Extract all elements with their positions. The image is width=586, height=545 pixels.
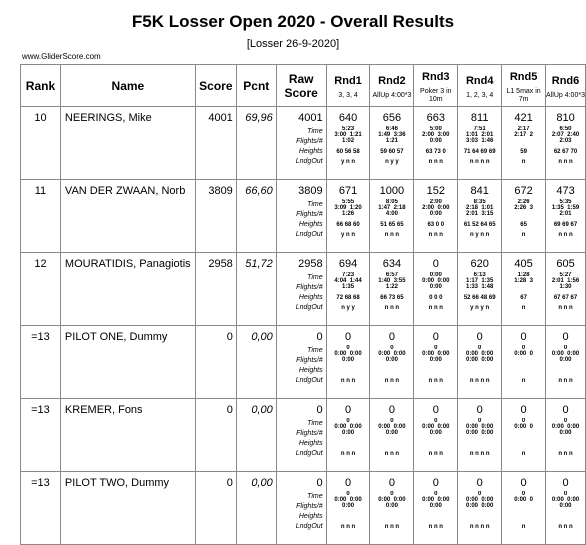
round-cell	[414, 180, 458, 253]
row-label: Heights	[298, 513, 323, 520]
round-landing: y n y n	[470, 305, 490, 311]
round-name: Rnd2	[378, 74, 406, 87]
round-heights: 0 0 0	[429, 295, 443, 301]
pilot-raw-score: 0	[316, 404, 323, 416]
round-score: 0	[562, 404, 569, 416]
pilot-raw-score: 2958	[298, 258, 323, 270]
pilot-name: NEERINGS, Mike	[60, 107, 195, 180]
round-desc: L1 5max in 7m	[506, 87, 541, 103]
round-times: 0 0:00 0	[514, 345, 533, 357]
round-cell	[414, 326, 458, 399]
row-labels	[277, 127, 326, 167]
round-heights	[370, 513, 413, 523]
round-landing: n	[521, 232, 526, 238]
round-score: 0	[432, 331, 439, 343]
round-heights	[502, 513, 545, 523]
round-landing: n n n	[340, 451, 356, 457]
round-times: 5:23 3:00 1:21 1:02	[334, 126, 362, 144]
round-cell	[502, 326, 546, 399]
round-times: 1:28 1:28 3	[514, 272, 533, 284]
round-heights	[546, 367, 585, 377]
pilot-rank: 10	[21, 107, 61, 180]
round-heights: 66 73 65	[380, 295, 404, 301]
round-score: 0	[476, 331, 483, 343]
round-score: 671	[338, 185, 358, 197]
row-labels	[277, 492, 326, 532]
round-score: 634	[382, 258, 402, 270]
round-heights	[414, 440, 457, 450]
round-score: 841	[470, 185, 489, 197]
round-score: 0	[344, 404, 352, 416]
round-landing: n n n	[384, 378, 400, 384]
pilot-row	[21, 399, 586, 472]
round-times: 0 0:00 0:00 0:00	[378, 491, 406, 509]
pilot-name: VAN DER ZWAAN, Norb	[60, 180, 195, 253]
pilot-row	[21, 107, 586, 180]
round-times: 0 0:00 0:00 0:00	[551, 418, 580, 436]
round-landing: n n n	[428, 159, 443, 165]
row-label: Heights	[298, 440, 323, 447]
round-heights: 60 56 58	[336, 149, 360, 155]
round-cell	[370, 326, 414, 399]
row-label: LndgOut	[295, 377, 323, 384]
round-score: 0	[476, 404, 483, 416]
col-name: Name	[60, 65, 195, 107]
pilot-raw-cell	[276, 107, 326, 180]
pilot-rank: 12	[21, 253, 61, 326]
row-labels	[277, 419, 326, 459]
round-times: 5:55 3:09 1:20 1:26	[334, 199, 362, 217]
round-heights	[327, 367, 370, 377]
row-label: Flights/#	[296, 284, 323, 291]
round-cell	[458, 180, 502, 253]
row-label: Time	[307, 201, 323, 208]
round-score: 0	[562, 331, 569, 343]
round-landing: n n n	[428, 524, 443, 530]
row-label: Time	[307, 128, 323, 135]
round-times: 8:05 1:47 2:18 4:00	[378, 199, 406, 217]
round-heights: 71 64 69 69	[463, 149, 496, 155]
round-times: 2:00 2:00 0:00 0:00	[422, 199, 450, 217]
col-round-1	[326, 65, 370, 107]
round-landing: n y y	[341, 305, 355, 311]
round-landing: n n n n	[469, 378, 490, 384]
pilot-row	[21, 326, 586, 399]
round-times: 0 0:00 0:00 0:00	[334, 491, 362, 509]
round-times: 0 0:00 0:00 0:00	[378, 418, 406, 436]
round-cell	[546, 472, 586, 545]
round-cell	[414, 107, 458, 180]
round-score: 473	[556, 185, 575, 197]
results-table	[20, 64, 586, 545]
row-label: Time	[307, 420, 323, 427]
col-round-3	[414, 65, 458, 107]
pilot-name: MOURATIDIS, Panagiotis	[60, 253, 195, 326]
round-heights	[370, 367, 413, 377]
round-times: 6:57 1:40 3:55 1:22	[378, 272, 406, 290]
row-label: Time	[307, 493, 323, 500]
round-desc: Poker 3 in 10m	[420, 87, 452, 103]
pilot-raw-cell	[276, 253, 326, 326]
round-cell	[370, 399, 414, 472]
round-heights	[458, 513, 501, 523]
pilot-score: 0	[195, 399, 236, 472]
round-landing: n	[521, 524, 526, 530]
pilot-score: 4001	[195, 107, 236, 180]
round-cell	[546, 399, 586, 472]
pilot-score: 3809	[195, 180, 236, 253]
round-heights	[414, 367, 457, 377]
round-landing: n n n	[340, 378, 356, 384]
round-desc: AllUp 4:00*3	[372, 91, 412, 99]
row-label: LndgOut	[295, 304, 323, 311]
round-cell	[414, 399, 458, 472]
round-heights	[458, 440, 501, 450]
row-label: Heights	[298, 367, 323, 374]
site-url: www.GliderScore.com	[22, 52, 101, 61]
round-landing: n	[521, 159, 526, 165]
round-score: 0	[344, 477, 352, 489]
round-score: 152	[426, 185, 445, 197]
round-landing: n n n	[428, 451, 443, 457]
round-landing: n n n n	[469, 451, 490, 457]
round-name: Rnd1	[334, 74, 362, 87]
round-heights: 69 69 67	[553, 222, 578, 228]
round-name: Rnd5	[509, 70, 538, 83]
round-landing: n n n	[558, 305, 573, 311]
round-cell	[458, 399, 502, 472]
pilot-raw-score: 0	[316, 477, 323, 489]
row-label: LndgOut	[295, 450, 323, 457]
col-rank: Rank	[21, 65, 61, 107]
round-desc: 1, 2, 3, 4	[466, 91, 494, 99]
col-round-2	[370, 65, 414, 107]
pilot-raw-score: 3809	[298, 185, 323, 197]
round-cell	[414, 472, 458, 545]
round-heights	[458, 367, 501, 377]
col-round-6	[546, 65, 586, 107]
row-label: LndgOut	[295, 158, 323, 165]
pilot-percent: 0,00	[236, 326, 276, 399]
pilot-raw-cell	[276, 472, 326, 545]
round-score: 0	[344, 331, 352, 343]
round-desc: AllUp 4:00*3	[546, 91, 585, 99]
round-times: 5:27 2:01 1:56 1:30	[551, 272, 580, 290]
round-score: 0	[432, 477, 439, 489]
round-landing: n n n	[340, 524, 356, 530]
row-label: Flights/#	[296, 430, 323, 437]
round-cell	[414, 253, 458, 326]
page-title: F5K Losser Open 2020 - Overall Results	[131, 12, 455, 31]
round-heights: 59 60 57	[380, 149, 404, 155]
round-landing: n n n	[558, 159, 573, 165]
pilot-row	[21, 253, 586, 326]
round-cell	[546, 326, 586, 399]
round-times: 6:50 2:07 2:40 2:03	[551, 126, 580, 144]
round-landing: n y y	[385, 159, 399, 165]
round-landing: y n n	[341, 159, 356, 165]
round-heights: 59	[520, 149, 527, 155]
round-name: Rnd4	[465, 74, 494, 87]
round-cell	[458, 472, 502, 545]
round-cell	[326, 472, 370, 545]
round-cell	[458, 253, 502, 326]
round-score: 694	[338, 258, 358, 270]
round-times: 8:35 2:18 1:01 2:01 3:15	[466, 199, 494, 217]
pilot-score: 0	[195, 326, 236, 399]
round-times: 0 0:00 0:00 0:00	[334, 345, 362, 363]
round-score: 810	[556, 112, 575, 124]
round-heights	[414, 513, 457, 523]
round-score: 0	[520, 331, 527, 343]
pilot-percent: 0,00	[236, 399, 276, 472]
round-landing: n n n	[384, 305, 400, 311]
round-cell	[370, 472, 414, 545]
round-cell	[458, 107, 502, 180]
round-times: 0:00 0:00 0:00 0:00	[422, 272, 450, 290]
round-heights: 63 0 0	[427, 222, 445, 228]
round-heights: 52 66 48 69	[463, 295, 496, 301]
row-label: Time	[307, 347, 323, 354]
round-cell	[546, 253, 586, 326]
round-score: 0	[520, 477, 527, 489]
pilot-raw-cell	[276, 180, 326, 253]
round-score: 0	[432, 258, 439, 270]
pilot-rank: =13	[21, 326, 61, 399]
round-score: 0	[562, 477, 569, 489]
col-raw-score: Raw Score	[276, 65, 326, 107]
round-heights	[327, 440, 370, 450]
row-label: Heights	[298, 221, 323, 228]
row-label: LndgOut	[295, 231, 323, 238]
round-name: Rnd6	[551, 74, 580, 87]
round-heights	[370, 440, 413, 450]
round-landing: n n n n	[469, 159, 490, 165]
round-cell	[326, 107, 370, 180]
row-label: Flights/#	[296, 211, 323, 218]
pilot-raw-cell	[276, 399, 326, 472]
round-times: 0 0:00 0:00 0:00	[378, 345, 406, 363]
round-heights: 51 65 65	[380, 222, 404, 228]
round-desc: 3, 3, 4	[338, 91, 358, 99]
round-cell	[502, 472, 546, 545]
round-heights: 63 73 0	[425, 149, 446, 155]
round-landing: n n n	[428, 305, 443, 311]
round-times: 0 0:00 0:00 0:00	[422, 418, 450, 436]
row-label: LndgOut	[295, 523, 323, 530]
round-score: 0	[432, 404, 439, 416]
round-cell	[370, 180, 414, 253]
round-landing: y n n	[341, 232, 356, 238]
row-labels	[277, 346, 326, 386]
round-times: 2:17 2:17 2	[514, 126, 533, 138]
round-times: 0 0:00 0:00 0:00	[422, 491, 450, 509]
round-landing: n n n	[428, 232, 443, 238]
round-landing: n n n	[428, 378, 443, 384]
pilot-percent: 0,00	[236, 472, 276, 545]
pilot-row	[21, 472, 586, 545]
round-heights: 67 67 67	[553, 295, 578, 301]
round-landing: n n n	[384, 524, 400, 530]
row-label: Flights/#	[296, 357, 323, 364]
round-cell	[546, 107, 586, 180]
row-label: Heights	[298, 294, 323, 301]
round-landing: n n n n	[469, 524, 490, 530]
round-times: 0 0:00 0:00 0:00 0:00	[466, 491, 494, 509]
round-landing: n n n	[558, 451, 573, 457]
round-score: 405	[514, 258, 533, 270]
round-heights: 62 67 70	[553, 149, 578, 155]
round-score: 0	[388, 404, 395, 416]
pilot-raw-score: 0	[316, 331, 323, 343]
round-times: 6:13 1:17 1:35 1:33 1:48	[466, 272, 494, 290]
event-subtitle: [Losser 26-9-2020]	[246, 38, 340, 50]
round-heights	[502, 367, 545, 377]
pilot-score: 2958	[195, 253, 236, 326]
round-times: 0 0:00 0:00 0:00 0:00	[466, 418, 494, 436]
round-times: 0 0:00 0:00 0:00	[551, 491, 580, 509]
row-label: Flights/#	[296, 503, 323, 510]
round-times: 2:26 2:26 3	[514, 199, 533, 211]
round-heights	[546, 440, 585, 450]
round-score: 605	[556, 258, 575, 270]
round-cell	[326, 253, 370, 326]
round-times: 6:46 1:49 3:36 1:21	[378, 126, 406, 144]
round-times: 7:51 1:01 2:01 3:03 1:46	[466, 126, 494, 144]
round-heights: 72 68 68	[336, 295, 360, 301]
pilot-percent: 69,96	[236, 107, 276, 180]
round-landing: n n n	[558, 378, 573, 384]
pilot-raw-cell	[276, 326, 326, 399]
round-times: 7:23 4:04 1:44 1:35	[334, 272, 362, 290]
round-times: 0 0:00 0:00 0:00 0:00	[466, 345, 494, 363]
round-heights	[327, 513, 370, 523]
round-landing: n	[521, 378, 526, 384]
pilot-raw-score: 4001	[298, 112, 323, 124]
col-round-5	[502, 65, 546, 107]
round-cell	[370, 253, 414, 326]
round-times: 5:00 2:00 3:00 0:00	[422, 126, 450, 144]
round-landing: n	[521, 305, 526, 311]
row-labels	[277, 273, 326, 313]
round-cell	[326, 399, 370, 472]
round-heights	[502, 440, 545, 450]
pilot-percent: 66,60	[236, 180, 276, 253]
round-score: 663	[426, 112, 445, 124]
row-label: Flights/#	[296, 138, 323, 145]
row-label: Time	[307, 274, 323, 281]
round-landing: n n n	[558, 232, 573, 238]
round-score: 0	[388, 331, 395, 343]
pilot-rank: =13	[21, 472, 61, 545]
round-times: 0 0:00 0:00 0:00	[551, 345, 580, 363]
col-score: Score	[195, 65, 236, 107]
round-times: 0 0:00 0	[514, 418, 533, 430]
pilot-rank: 11	[21, 180, 61, 253]
round-score: 620	[470, 258, 489, 270]
round-landing: n n n	[558, 524, 573, 530]
round-score: 656	[382, 112, 402, 124]
pilot-name: PILOT TWO, Dummy	[60, 472, 195, 545]
col-pcnt: Pcnt	[236, 65, 276, 107]
round-cell	[458, 326, 502, 399]
round-times: 5:35 1:35 1:59 2:01	[551, 199, 580, 217]
round-heights: 66 68 60	[336, 222, 360, 228]
row-label: Heights	[298, 148, 323, 155]
pilot-name: KREMER, Fons	[60, 399, 195, 472]
round-cell	[326, 180, 370, 253]
round-score: 0	[388, 477, 395, 489]
round-landing: n y n n	[470, 232, 490, 238]
round-landing: n n n	[384, 232, 400, 238]
round-score: 421	[514, 112, 533, 124]
round-score: 1000	[379, 185, 405, 197]
round-cell	[502, 180, 546, 253]
round-times: 0 0:00 0:00 0:00	[334, 418, 362, 436]
round-heights: 65	[520, 222, 527, 228]
round-heights	[546, 513, 585, 523]
round-landing: n n n	[384, 451, 400, 457]
round-times: 0 0:00 0	[514, 491, 533, 503]
round-times: 0 0:00 0:00 0:00	[422, 345, 450, 363]
round-score: 0	[520, 404, 527, 416]
pilot-percent: 51,72	[236, 253, 276, 326]
round-cell	[502, 399, 546, 472]
round-cell	[546, 180, 586, 253]
col-round-4	[458, 65, 502, 107]
round-name: Rnd3	[422, 70, 450, 83]
round-cell	[502, 107, 546, 180]
round-heights: 67	[520, 295, 527, 301]
round-cell	[502, 253, 546, 326]
round-score: 811	[470, 112, 489, 124]
round-score: 0	[476, 477, 483, 489]
pilot-score: 0	[195, 472, 236, 545]
row-labels	[277, 200, 326, 240]
round-score: 640	[338, 112, 358, 124]
round-score: 672	[514, 185, 533, 197]
header-row	[21, 65, 586, 107]
round-cell	[370, 107, 414, 180]
pilot-row	[21, 180, 586, 253]
round-cell	[326, 326, 370, 399]
round-landing: n	[521, 451, 526, 457]
round-heights: 61 52 64 65	[463, 222, 496, 228]
pilot-name: PILOT ONE, Dummy	[60, 326, 195, 399]
pilot-rank: =13	[21, 399, 61, 472]
